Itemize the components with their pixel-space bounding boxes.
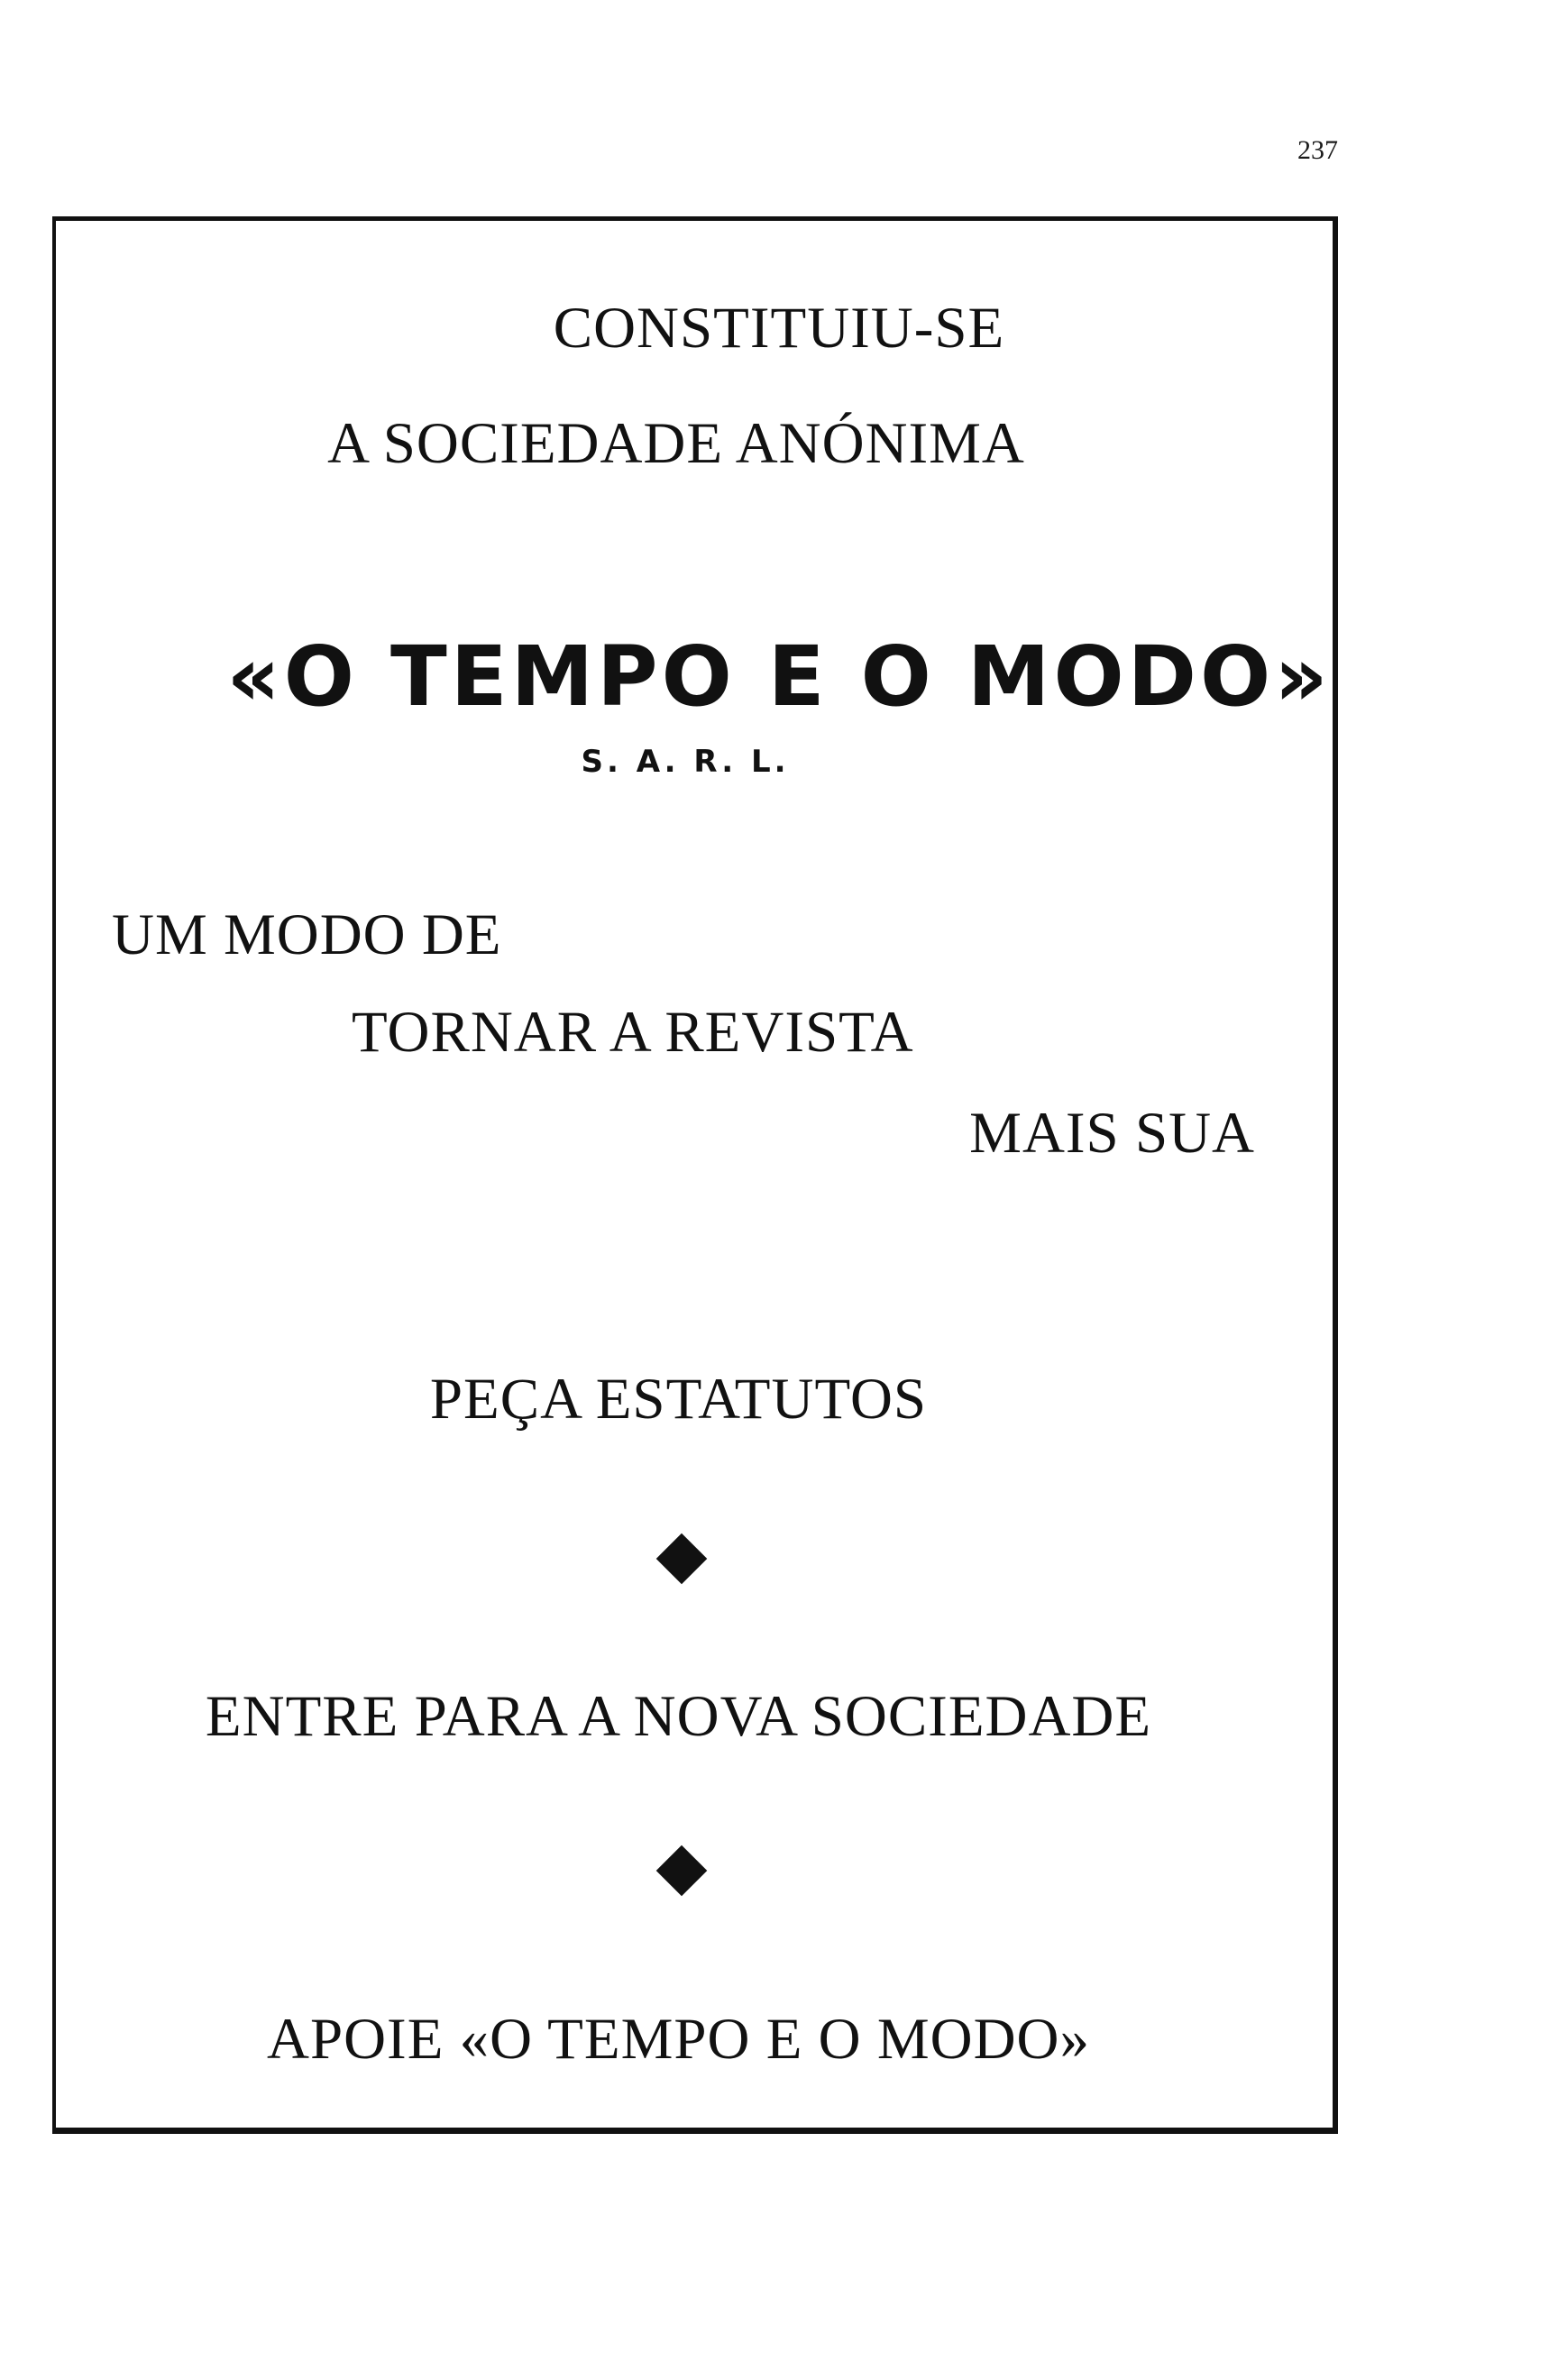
stanza-line-1: UM MODO DE — [112, 902, 502, 967]
ad-subtitle: S. A. R. L. — [581, 744, 790, 780]
advertisement-frame — [52, 216, 1338, 2134]
call-request-statutes: PEÇA ESTATUTOS — [429, 1367, 928, 1432]
page-number: 237 — [1297, 135, 1338, 165]
heading-line-1: CONSTITUIU-SE — [553, 296, 1005, 361]
call-support-magazine: APOIE «O TEMPO E O MODO» — [267, 2007, 1090, 2072]
call-join-society: ENTRE PARA A NOVA SOCIEDADE — [205, 1684, 1152, 1749]
stanza-line-3: MAIS SUA — [969, 1101, 1255, 1166]
stanza-line-2: TORNAR A REVISTA — [352, 1000, 914, 1065]
heading-line-2: A SOCIEDADE ANÓNIMA — [327, 411, 1025, 476]
ad-title: «O TEMPO E O MODO» — [226, 628, 1332, 725]
